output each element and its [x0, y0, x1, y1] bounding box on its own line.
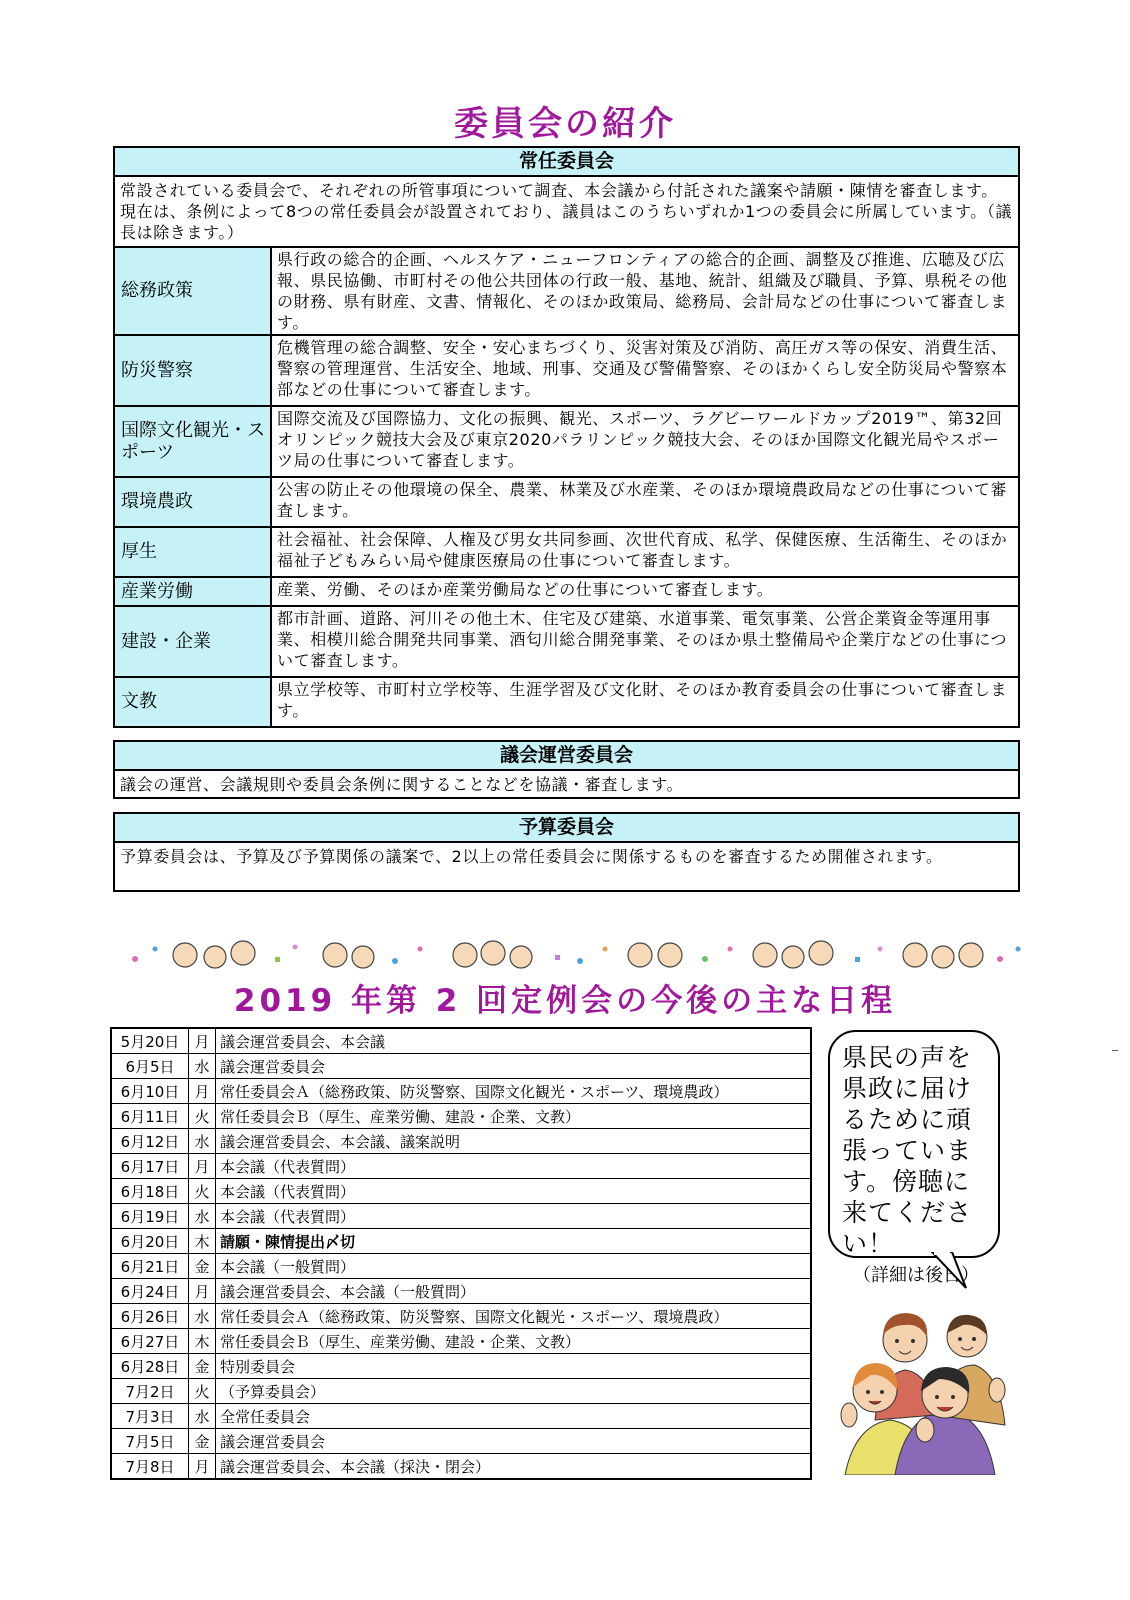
- schedule-event: 本会議（代表質問）: [216, 1204, 812, 1229]
- committee-row: [115, 246, 1018, 334]
- schedule-event: 議会運営委員会、本会議、議案説明: [216, 1129, 812, 1154]
- edge-mark: [1112, 1050, 1118, 1051]
- committee-row: [115, 526, 1018, 576]
- schedule-event: （予算委員会）: [216, 1379, 812, 1404]
- schedule-weekday: 水: [189, 1404, 216, 1429]
- schedule-date: 6月28日: [111, 1354, 189, 1379]
- schedule-date: 6月21日: [111, 1254, 189, 1279]
- schedule-weekday: 火: [189, 1179, 216, 1204]
- schedule-weekday: 水: [189, 1054, 216, 1079]
- schedule-weekday: 水: [189, 1129, 216, 1154]
- steering-committee-header: 議会運営委員会: [115, 742, 1018, 771]
- schedule-date: 7月3日: [111, 1404, 189, 1429]
- decorative-faces-strip: [125, 935, 1025, 975]
- committee-row: [115, 676, 1018, 726]
- committee-list: [115, 246, 1018, 726]
- schedule-row: [111, 1329, 811, 1354]
- schedule-row: [111, 1229, 811, 1254]
- schedule-event: 全常任委員会: [216, 1404, 812, 1429]
- schedule-event: 常任委員会Ａ（総務政策、防災警察、国際文化観光・スポーツ、環境農政）: [216, 1079, 812, 1104]
- schedule-weekday: 月: [189, 1454, 216, 1480]
- speech-bubble-note: （詳細は後日）: [853, 1265, 979, 1286]
- schedule-event: 議会運営委員会: [216, 1054, 812, 1079]
- schedule-event: 議会運営委員会: [216, 1429, 812, 1454]
- schedule-event: 常任委員会Ｂ（厚生、産業労働、建設・企業、文教）: [216, 1329, 812, 1354]
- schedule-date: 7月8日: [111, 1454, 189, 1480]
- schedule-row: [111, 1404, 811, 1429]
- schedule-weekday: 水: [189, 1204, 216, 1229]
- committee-description: 危機管理の総合調整、安全・安心まちづくり、災害対策及び消防、高圧ガス等の保安、消費生活、警察の管理運営、生活安全、地域、刑事、交通及び警備警察、そのほかくらし安全防災局や警察本部などの仕事について審査します。: [277, 338, 1008, 399]
- schedule-weekday: 木: [189, 1229, 216, 1254]
- schedule-row: [111, 1254, 811, 1279]
- committee-name: 建設・企業: [115, 607, 272, 676]
- budget-committee-box: [113, 812, 1020, 892]
- schedule-date: 6月27日: [111, 1329, 189, 1354]
- committee-name: 総務政策: [115, 248, 272, 334]
- schedule-date: 6月24日: [111, 1279, 189, 1304]
- schedule-date: 5月20日: [111, 1028, 189, 1054]
- schedule-date: 6月20日: [111, 1229, 189, 1254]
- standing-committee-box: [113, 146, 1020, 728]
- schedule-date: 6月11日: [111, 1104, 189, 1129]
- schedule-date: 6月19日: [111, 1204, 189, 1229]
- schedule-weekday: 水: [189, 1304, 216, 1329]
- committee-name: 文教: [115, 678, 272, 726]
- committee-row: [115, 605, 1018, 676]
- schedule-weekday: 月: [189, 1279, 216, 1304]
- standing-committee-header: 常任委員会: [115, 148, 1018, 177]
- schedule-date: 6月18日: [111, 1179, 189, 1204]
- schedule-event: 議会運営委員会、本会議（採決・閉会）: [216, 1454, 812, 1480]
- schedule-row: [111, 1279, 811, 1304]
- committee-row: [115, 476, 1018, 526]
- schedule-row: [111, 1154, 811, 1179]
- committee-description: 公害の防止その他環境の保全、農業、林業及び水産業、そのほか環境農政局などの仕事について審査します。: [277, 480, 1008, 520]
- schedule-event: 本会議（一般質問）: [216, 1254, 812, 1279]
- schedule-event: 議会運営委員会、本会議: [216, 1028, 812, 1054]
- schedule-weekday: 金: [189, 1429, 216, 1454]
- schedule-table: [110, 1027, 812, 1480]
- schedule-event: 本会議（代表質問）: [216, 1154, 812, 1179]
- schedule-row: [111, 1129, 811, 1154]
- schedule-event: 請願・陳情提出〆切: [216, 1229, 812, 1254]
- schedule-weekday: 木: [189, 1329, 216, 1354]
- committee-description: 産業、労働、そのほか産業労働局などの仕事について審査します。: [277, 580, 774, 599]
- schedule-date: 6月12日: [111, 1129, 189, 1154]
- schedule-weekday: 火: [189, 1379, 216, 1404]
- committee-description: 都市計画、道路、河川その他土木、住宅及び建築、水道事業、電気事業、公営企業資金等運用事業、相模川総合開発共同事業、酒匂川総合開発事業、そのほか県土整備局や企業庁などの仕事について審査します。: [277, 609, 1008, 670]
- schedule-weekday: 月: [189, 1154, 216, 1179]
- steering-committee-description: 議会の運営、会議規則や委員会条例に関することなどを協議・審査します。: [120, 775, 684, 794]
- schedule-row: [111, 1304, 811, 1329]
- schedule-row: [111, 1104, 811, 1129]
- schedule-date: 7月5日: [111, 1429, 189, 1454]
- schedule-date: 6月5日: [111, 1054, 189, 1079]
- schedule-date: 6月17日: [111, 1154, 189, 1179]
- speech-bubble: [828, 1030, 1000, 1286]
- committee-name: 防災警察: [115, 336, 272, 405]
- schedule-row: [111, 1454, 811, 1480]
- schedule-date: 6月10日: [111, 1079, 189, 1104]
- committee-description: 社会福祉、社会保障、人権及び男女共同参画、次世代育成、私学、保健医療、生活衛生、そのほか福祉子どもみらい局や健康医療局の仕事について審査します。: [277, 530, 1008, 570]
- committee-description: 県立学校等、市町村立学校等、生涯学習及び文化財、そのほか教育委員会の仕事について審査します。: [277, 680, 1008, 720]
- schedule-row: [111, 1179, 811, 1204]
- committee-row: [115, 405, 1018, 476]
- schedule-event: 議会運営委員会、本会議（一般質問）: [216, 1279, 812, 1304]
- committee-name: 国際文化観光・スポーツ: [115, 407, 272, 476]
- speech-bubble-text: 県民の声を県政に届けるために頑張っています。傍聴に来てください！: [842, 1043, 973, 1258]
- schedule-weekday: 月: [189, 1079, 216, 1104]
- schedule-row: [111, 1079, 811, 1104]
- committee-name: 環境農政: [115, 478, 272, 526]
- people-illustration: [835, 1295, 1010, 1475]
- committee-name: 産業労働: [115, 578, 272, 605]
- schedule-event: 常任委員会Ｂ（厚生、産業労働、建設・企業、文教）: [216, 1104, 812, 1129]
- schedule-weekday: 火: [189, 1104, 216, 1129]
- schedule-title: 2019 年第 2 回定例会の今後の主な日程: [233, 983, 897, 1019]
- schedule-date: 6月26日: [111, 1304, 189, 1329]
- speech-bubble-tail: [930, 1252, 970, 1292]
- page-title: 委員会の紹介: [454, 104, 676, 144]
- schedule-row: [111, 1204, 811, 1229]
- schedule-event: 特別委員会: [216, 1354, 812, 1379]
- schedule-weekday: 金: [189, 1254, 216, 1279]
- committee-row: [115, 334, 1018, 405]
- schedule-weekday: 月: [189, 1028, 216, 1054]
- budget-committee-description: 予算委員会は、予算及び予算関係の議案で、2以上の常任委員会に関係するものを審査するため開催されます。: [120, 847, 943, 866]
- schedule-row: [111, 1354, 811, 1379]
- schedule-event: 常任委員会Ａ（総務政策、防災警察、国際文化観光・スポーツ、環境農政）: [216, 1304, 812, 1329]
- committee-row: [115, 576, 1018, 605]
- committee-description: 県行政の総合的企画、ヘルスケア・ニューフロンティアの総合的企画、調整及び推進、広聴及び広報、県民協働、市町村その他公共団体の行政一般、基地、統計、組織及び職員、予算、県税その他の財務、県有財産、文書、情報化、そのほか政策局、総務局、会計局などの仕事について審査します。: [277, 250, 1008, 332]
- schedule-weekday: 金: [189, 1354, 216, 1379]
- schedule-event: 本会議（代表質問）: [216, 1179, 812, 1204]
- committee-name: 厚生: [115, 528, 272, 576]
- steering-committee-box: [113, 740, 1020, 799]
- budget-committee-header: 予算委員会: [115, 814, 1018, 843]
- schedule-row: [111, 1429, 811, 1454]
- schedule-row: [111, 1028, 811, 1054]
- schedule-date: 7月2日: [111, 1379, 189, 1404]
- schedule-row: [111, 1379, 811, 1404]
- standing-committee-description: 常設されている委員会で、それぞれの所管事項について調査、本会議から付託された議案や請願・陳情を審査します。現在は、条例によって8つの常任委員会が設置されており、議員はこのうちいずれか1つの委員会に所属しています。（議長は除きます。）: [120, 181, 1013, 242]
- committee-description: 国際交流及び国際協力、文化の振興、観光、スポーツ、ラグビーワールドカップ2019™、第32回オリンピック競技大会及び東京2020パラリンピック競技大会、そのほか国際文化観光局やスポーツ局の仕事について審査します。: [277, 409, 1003, 470]
- schedule-row: [111, 1054, 811, 1079]
